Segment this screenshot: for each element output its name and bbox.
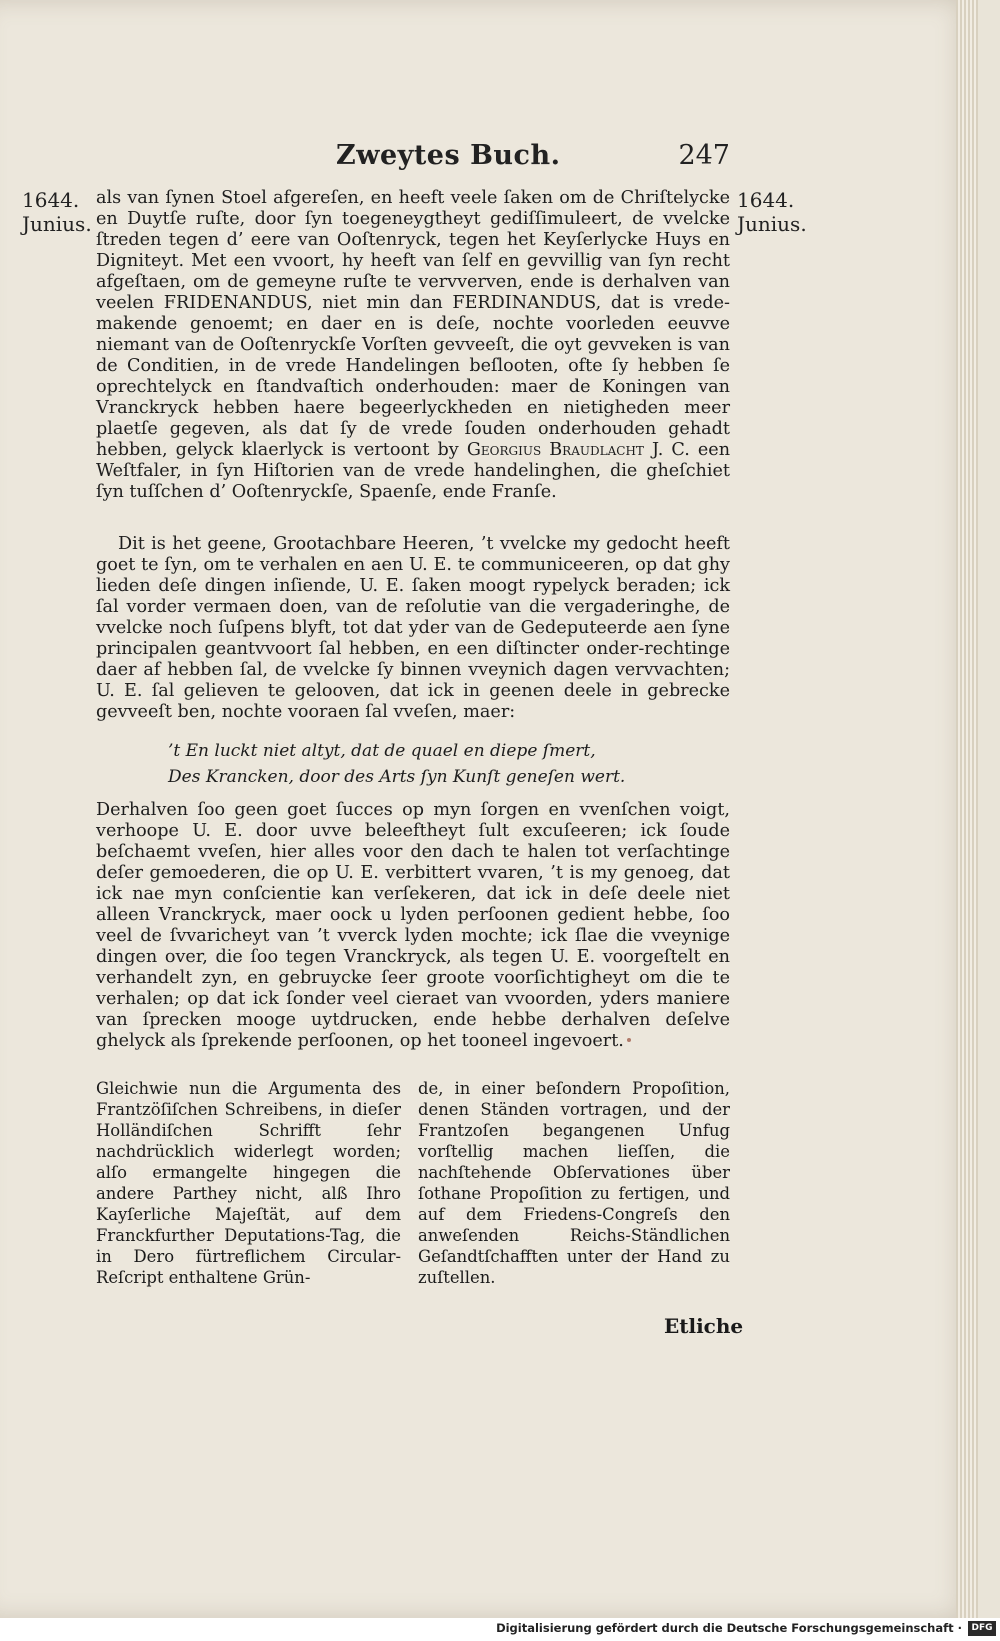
page-edge [956,0,978,1618]
verse-line-1: ’t En luckt niet altyt, dat de quael en diepe ſmert, [168,741,596,761]
paragraph-1-text: als van ſynen Stoel afgereſen, en heeft veele ſaken om de Chriſtelycke en Duytſe ruſte, door ſyn toegeneygtheyt gediſſimuleert, de vvelcke ſtreden tegen d’ eere van Ooſtenryck, tegen het Keyſerlycke Huys en Digniteyt. Met een vvoort, hy heeft van ſelf en gevvillig van ſyn recht afgeſtaen, om de gemeyne ruſte te vervverven, ende is derhalven van veelen FRIDENANDUS, niet min dan FERDINANDUS, dat is vrede-makende genoemt; en daer en is deſe, nochte voorleden eeuvve niemant van de Ooſtenryckſe Vorſten gevveeſt, die oyt gevveken is van de Conditien, in de vrede Handelingen beſlooten, ofte ſy hebben ſe oprechtelyck en ſtandvaſtich onderhouden: maer de Koningen van Vranckryck hebben haere begeerlyckheden en nietigheden meer plaetſe gegeven, als dat ſy de vrede ſouden onderhouden gehadt hebben, gelyck klaerlyck is vertoont by [96,188,730,460]
verse-line-2: Des Krancken, door des Arts ſyn Kunſt geneſen wert. [168,767,626,787]
paragraph-3: Derhalven ſoo geen goet ſucces op myn ſorgen en vvenſchen voigt, verhoope U. E. door uvve beleeftheyt ſult excuſeeren; ick ſoude beſchaemt vveſen, hier alles voor den dach te halen tot verſachtinge deſer gemoederen, die op U. E. verbittert vvaren, ’t is my genoeg, dat ick nae myn conſcientie kan verſekeren, dat ick in deſe deele niet alleen Vranckryck, maer oock u lyden perſoonen gedient hebbe, ſoo veel de ſvvaricheyt van ’t vverck lyden mochte; ick ſlae die vveynige dingen over, die ſoo tegen Vranckryck, als tegen U. E. voorgeſtelt en verhandelt zyn, en gebruycke ſeer groote voorſichtigheyt om die te verhalen; op dat ick ſonder veel cieraet van vvoorden, yders maniere van ſprecken mooge uytdrucken, ende hebbe derhalven deſelve ghelyck als ſprekende perſoonen, op het tooneel ingevoert. [96,800,730,1051]
ink-spot [627,1038,631,1042]
catchword: Etliche [664,1314,744,1338]
running-head [96,140,730,180]
german-column-2: de, in einer beſondern Propoſition, denen Ständen vortragen, und der Frantzoſen begangenen Unfug vorſtellig machen lieſſen, die nachſtehende Obſervationes über ſothane Propoſition zu fertigen, und auf dem Friedens-Congreſs den anweſenden Reichs-Ständlichen Geſandtſchafften unter der Hand zu zuſtellen. [418,1079,730,1287]
right-margin-month: Junius. [737,212,807,236]
page-number: 247 [678,140,730,171]
digitization-footer [0,1618,1000,1641]
right-margin-year: 1644. [737,188,795,212]
verse-quote [168,738,728,790]
left-margin-note [22,188,92,236]
left-margin-year: 1644. [22,188,80,212]
left-margin-month: Junius. [22,212,92,236]
paragraph-1 [96,188,730,503]
paragraph-1-end: J. C. een Weſtfaler, in ſyn Hiſtorien van de vrede handelinghen, die gheſchiet ſyn tuſſchen d’ Ooſtenryckſe, Spaenſe, ende Franſe. [96,440,731,502]
german-column-1: Gleichwie nun die Argumenta des Frantzöſiſchen Schreibens, in dieſer Holländiſchen Schrifft ſehr nachdrücklich widerlegt worden; alſo ermangelte hingegen die andere Parthey nicht, alß Ihro Kayſerliche Majeſtät, auf dem Franckfurther Deputations-Tag, die in Dero fürtreflichem Circular-Reſcript enthaltene Grün- [96,1079,401,1287]
footer-credit: Digitalisierung gefördert durch die Deutsche Forschungsgemeinschaft · [496,1621,962,1635]
author-name: Georgius Braudlacht [466,440,644,460]
right-margin-note [737,188,807,236]
running-head-title: Zweytes Buch. [336,140,561,171]
paragraph-2: Dit is het geene, Grootachbare Heeren, ’t vvelcke my gedocht heeft goet te ſyn, om te verhalen en aen U. E. te communiceeren, op dat ghy lieden deſe dingen inſiende, U. E. ſaken moogt rypelyck beraden; ick ſal vorder vermaen doen, van de reſolutie van die vergaderinghe, de vvelcke noch ſuſpens blyft, tot dat yder van de Gedeputeerde aen ſyne principalen geantvvoort ſal hebben, en een diſtincter onder-rechtinge daer af hebben ſal, de vvelcke ſy binnen vveynich dagen vervvachten; U. E. ſal gelieven te gelooven, dat ick in geenen deele in gebrecke gevveeſt ben, nochte vooraen ſal vveſen, maer: [96,534,730,722]
dfg-logo: DFG [968,1621,996,1636]
